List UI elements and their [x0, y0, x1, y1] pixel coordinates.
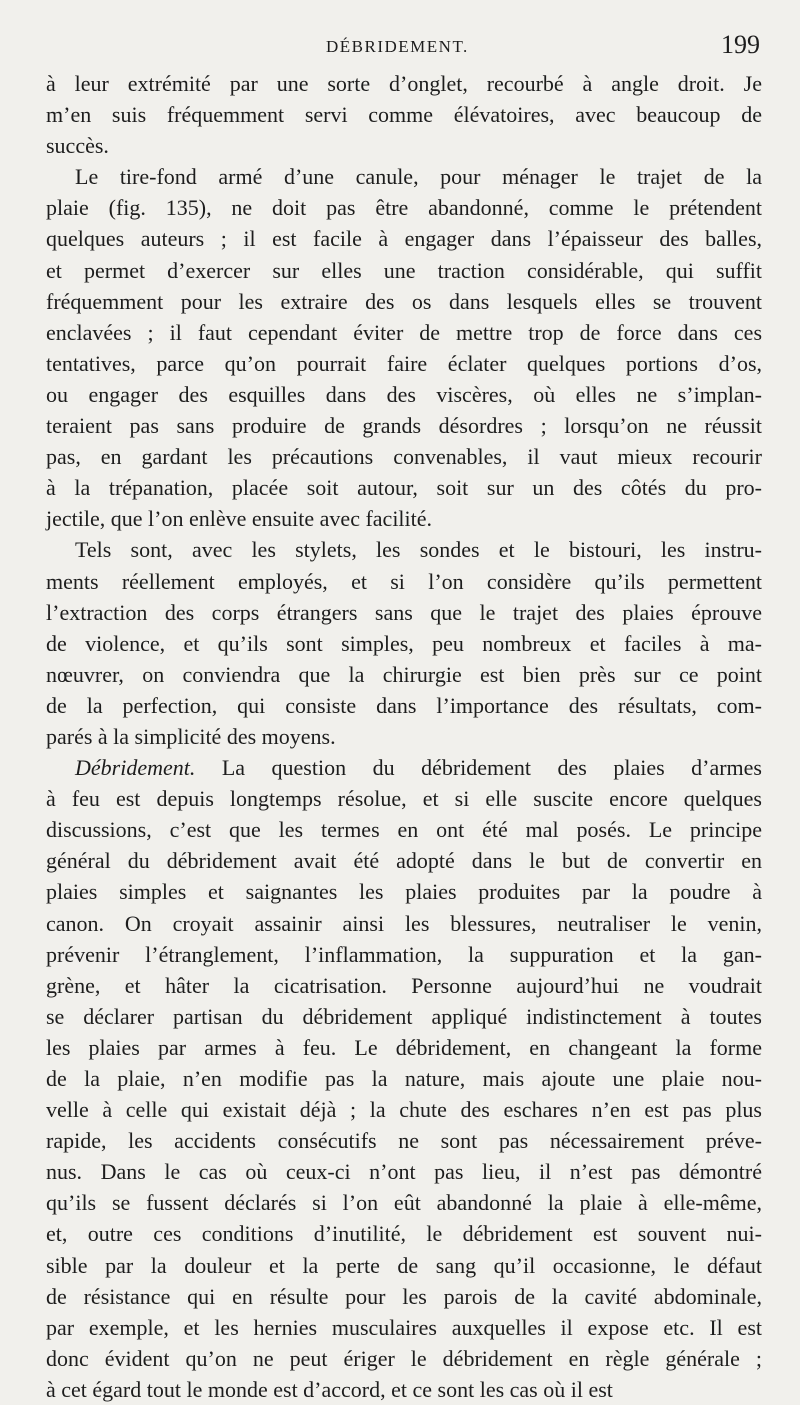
text-line: à leur extrémité par une sorte d’onglet, recourbé à angle droit. Je	[46, 71, 762, 96]
text-line: de violence, et qu’ils sont simples, peu nombreux et faciles à ma-	[46, 630, 762, 656]
text-line: ments réellement employés, et si l’on considère qu’ils permettent	[46, 568, 762, 594]
text-line: Le tire-fond armé d’une canule, pour ménager le trajet de la	[75, 164, 762, 190]
text-line: parés à la simplicité des moyens.	[46, 723, 336, 749]
text-line: à cet égard tout le monde est d’accord, et ce sont les cas où il est	[46, 1376, 613, 1402]
text-line: plaies simples et saignantes les plaies produites par la poudre à	[46, 879, 762, 905]
text-line: se déclarer partisan du débridement appliqué indistinctement à toutes	[46, 1003, 762, 1029]
text-line: nus. Dans le cas où ceux-ci n’ont pas lieu, il n’est pas démontré	[46, 1159, 762, 1185]
paragraph	[46, 68, 762, 161]
text-line: nœuvrer, on conviendra que la chirurgie est bien près sur ce point	[46, 661, 762, 687]
text-line: par exemple, et les hernies musculaires auxquelles il expose etc. Il est	[46, 1314, 762, 1340]
text-line: jectile, que l’on enlève ensuite avec facilité.	[46, 506, 433, 532]
running-title: DÉBRIDEMENT.	[326, 37, 469, 56]
text-line: quelques auteurs ; il est facile à engager dans l’épaisseur des balles,	[46, 226, 762, 252]
text-line: succès.	[46, 133, 109, 159]
text-line: velle à celle qui existait déjà ; la chute des eschares n’en est pas plus	[46, 1097, 762, 1123]
text-line: de résistance qui en résulte pour les parois de la cavité abdominale,	[46, 1283, 762, 1309]
text-line: tentatives, parce qu’on pourrait faire éclater quelques portions d’os,	[46, 350, 762, 376]
section-heading-inline: Débridement.	[75, 755, 196, 781]
paragraph	[46, 752, 762, 1405]
text-line: qu’ils se fussent déclarés si l’on eût abandonné la plaie à elle-même,	[46, 1190, 762, 1216]
page-header	[46, 30, 762, 68]
text-line: canon. On croyait assainir ainsi les blessures, neutraliser le venin,	[46, 910, 762, 936]
text-line: discussions, c’est que les termes en ont été mal posés. Le principe	[46, 817, 762, 843]
text-line: plaie (fig. 135), ne doit pas être abandonné, comme le prétendent	[46, 195, 762, 221]
text-line: fréquemment pour les extraire des os dans lesquels elles se trouvent	[46, 288, 762, 314]
page-number: 199	[721, 30, 760, 59]
paragraph	[46, 534, 762, 752]
text-line: de la plaie, n’en modifie pas la nature, mais ajoute une plaie nou-	[46, 1066, 762, 1091]
text-line: grène, et hâter la cicatrisation. Personne aujourd’hui ne voudrait	[46, 972, 762, 998]
text-line: général du débridement avait été adopté dans le but de convertir en	[46, 848, 762, 874]
body-text	[46, 68, 762, 1405]
text-line: pas, en gardant les précautions convenables, il vaut mieux recourir	[46, 444, 762, 470]
text-line: et, outre ces conditions d’inutilité, le débridement est souvent nui-	[46, 1221, 762, 1247]
text-line: donc évident qu’on ne peut ériger le débridement en règle générale ;	[46, 1345, 762, 1371]
text-line: à feu est depuis longtemps résolue, et si elle suscite encore quelques	[46, 786, 762, 812]
text-line: prévenir l’étranglement, l’inflammation, la suppuration et la gan-	[46, 941, 762, 967]
text-line: et permet d’exercer sur elles une traction considérable, qui suffit	[46, 257, 762, 283]
text-line: enclavées ; il faut cependant éviter de mettre trop de force dans ces	[46, 319, 762, 345]
text-line: Tels sont, avec les stylets, les sondes et le bistouri, les instru-	[75, 537, 762, 563]
text-line: m’en suis fréquemment servi comme élévatoires, avec beaucoup de	[46, 102, 762, 128]
text-line: les plaies par armes à feu. Le débridement, en changeant la forme	[46, 1034, 762, 1060]
text-line-content: La question du débridement des plaies d’armes	[195, 755, 762, 781]
text-line: ou engager des esquilles dans des viscères, où elles ne s’implan-	[46, 381, 762, 407]
text-line: teraient pas sans produire de grands désordres ; lorsqu’on ne réussit	[46, 413, 762, 439]
text-line: sible par la douleur et la perte de sang qu’il occasionne, le défaut	[46, 1252, 762, 1278]
paragraph	[46, 161, 762, 534]
text-line: l’extraction des corps étrangers sans que le trajet des plaies éprouve	[46, 599, 762, 625]
text-line: à la trépanation, placée soit autour, soit sur un des côtés du pro-	[46, 475, 762, 501]
text-line	[46, 752, 762, 783]
text-line: de la perfection, qui consiste dans l’importance des résultats, com-	[46, 692, 762, 718]
text-line: rapide, les accidents consécutifs ne sont pas nécessairement préve-	[46, 1128, 762, 1154]
